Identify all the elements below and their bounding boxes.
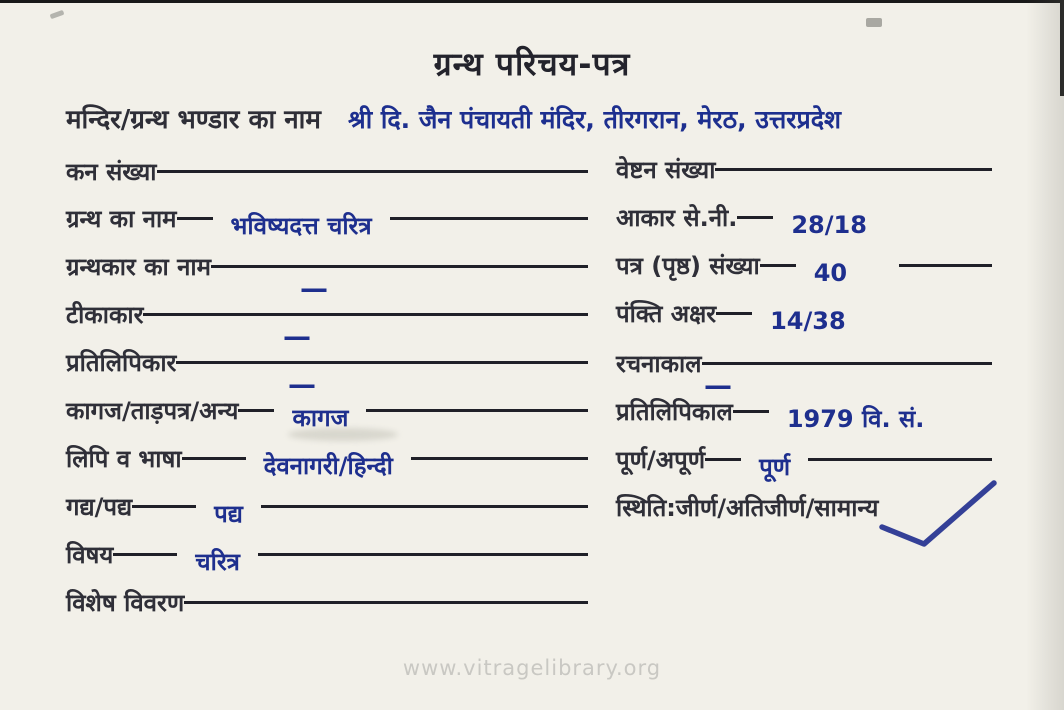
field-label: लिपि व भाषा: [66, 445, 182, 473]
field-label: वेष्टन संख्या: [616, 156, 716, 184]
field-label: प्रतिलिपिकार: [66, 349, 177, 377]
field-label: ग्रन्थ का नाम: [66, 205, 177, 233]
rule-line: [211, 265, 588, 268]
page-title: ग्रन्थ परिचय-पत्र: [433, 45, 631, 83]
field-label: गद्य/पद्य: [66, 493, 133, 521]
field-value: पद्य: [214, 500, 243, 528]
field-label: स्थिति:जीर्ण/अतिजीर्ण/सामान्य: [616, 494, 879, 522]
field-value: 28/18: [791, 211, 867, 239]
rule-line: [157, 170, 588, 173]
rule-line: [760, 264, 796, 267]
rule-line: [258, 553, 588, 556]
form-row-condition: [616, 493, 992, 535]
form-row-author-name: [66, 252, 588, 305]
form-row-bundle-number: [616, 155, 992, 197]
form-row-script-language: [66, 444, 588, 486]
form-row-commentator: [66, 300, 588, 353]
rule-line: [716, 312, 752, 315]
field-label: पूर्ण/अपूर्ण: [616, 446, 706, 474]
field-value: 40: [813, 259, 848, 287]
field-value: 14/38: [770, 307, 846, 335]
rule-line: [733, 410, 769, 413]
field-label: ग्रन्थकार का नाम: [66, 253, 211, 281]
field-label: पंक्ति अक्षर: [616, 300, 717, 328]
rule-line: [143, 313, 588, 316]
field-value: देवनागरी/हिन्दी: [263, 452, 393, 480]
field-value: —: [704, 369, 732, 402]
field-value: भविष्यदत्त चरित्र: [230, 212, 372, 240]
rule-line: [184, 601, 588, 604]
rule-line: [411, 457, 588, 460]
form-row-serial-number: [66, 157, 588, 199]
field-label: कन संख्या: [66, 158, 157, 186]
rule-line: [177, 217, 213, 220]
field-label: प्रतिलिपिकाल: [616, 398, 733, 426]
field-label: रचनाकाल: [616, 350, 702, 378]
field-label: पत्र (पृष्ठ) संख्या: [616, 252, 760, 280]
watermark-text: www.vitragelibrary.org: [402, 656, 662, 680]
form-row-material: [66, 396, 588, 438]
scan-artifact: [50, 10, 65, 19]
field-value: चरित्र: [195, 548, 240, 576]
rule-line: [899, 264, 992, 267]
field-label: विशेष विवरण: [66, 589, 185, 617]
form-row-granth-name: [66, 204, 588, 246]
scan-artifact: [866, 18, 882, 27]
check-mark-icon: [876, 477, 998, 551]
rule-line: [715, 168, 992, 171]
form-row-composition-date: [616, 349, 992, 402]
rule-line: [113, 553, 177, 556]
rule-line: [702, 362, 992, 365]
field-label: कागज/ताड़पत्र/अन्य: [66, 397, 239, 425]
repository-name-row: [66, 100, 1024, 136]
rule-line: [238, 409, 274, 412]
rule-line: [737, 216, 773, 219]
repository-name-label: मन्दिर/ग्रन्थ भण्डार का नाम: [66, 105, 321, 135]
field-value: 1979 वि. सं.: [786, 405, 925, 433]
rule-line: [705, 458, 741, 461]
form-row-special-details: [66, 588, 588, 630]
field-label: विषय: [66, 541, 114, 569]
form-row-prose-verse: [66, 492, 588, 534]
rule-line: [182, 457, 246, 460]
form-row-complete-incomplete: [616, 445, 992, 487]
field-label: टीकाकार: [66, 301, 144, 329]
form-row-subject: [66, 540, 588, 582]
form-row-copyist: [66, 348, 588, 401]
scan-shadow-right: [1026, 0, 1064, 710]
rule-line: [261, 505, 588, 508]
field-label: आकार से.नी.: [616, 204, 738, 232]
form-row-copy-date: [616, 397, 992, 439]
form-row-lines-letters: [616, 299, 992, 341]
field-value: पूर्ण: [759, 453, 791, 481]
field-value: कागज: [292, 404, 349, 432]
form-row-page-count: [616, 251, 992, 293]
rule-line: [176, 361, 588, 364]
field-value: —: [283, 320, 311, 353]
scan-edge-top: [0, 0, 1064, 3]
rule-line: [366, 409, 588, 412]
repository-name-value: श्री दि. जैन पंचायती मंदिर, तीरगरान, मेरठ, उत्तरप्रदेश: [348, 105, 842, 134]
rule-line: [808, 458, 992, 461]
rule-line: [390, 217, 588, 220]
rule-line: [132, 505, 196, 508]
field-value: —: [288, 368, 316, 401]
form-row-size-cm: [616, 203, 992, 245]
field-value: —: [300, 272, 328, 305]
